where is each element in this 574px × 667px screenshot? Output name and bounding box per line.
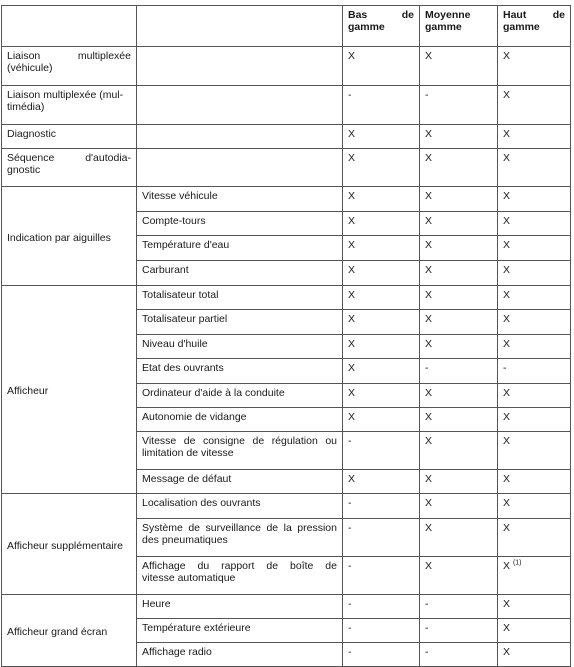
cell-low: - (343, 432, 420, 470)
cell-high: X (498, 408, 571, 432)
header-high-range (498, 6, 571, 47)
item-label: Totalisateur total (137, 286, 343, 310)
item-label: Etat des ouvrants (137, 359, 343, 384)
cell-high: X (498, 335, 571, 359)
cell-high: X (498, 261, 571, 286)
item-label: Affichage du rapport de boîte de vitesse automatique (137, 557, 343, 595)
row-label: Liaison multiplexée (mul- timédia) (2, 86, 137, 125)
cell-high: X (498, 519, 571, 557)
cell-high: X (498, 236, 571, 261)
header-blank-1 (2, 6, 137, 47)
cell-low: X (343, 408, 420, 432)
cell-mid: X (420, 187, 498, 212)
cell-high: X (498, 643, 571, 667)
header-mid-line1: Moyenne (425, 9, 471, 21)
table-row (2, 86, 571, 125)
cell-mid: X (420, 125, 498, 149)
table-row (2, 47, 571, 86)
header-blank-2 (137, 6, 343, 47)
cell-high (498, 557, 571, 595)
row-detail-blank (137, 47, 343, 86)
row-detail-blank (137, 86, 343, 125)
item-label: Totalisateur partiel (137, 310, 343, 335)
table-row (2, 149, 571, 187)
cell-mid: X (420, 236, 498, 261)
item-label: Message de défaut (137, 470, 343, 494)
group-label-large-screen: Afficheur grand écran (2, 595, 137, 667)
cell-low: - (343, 519, 420, 557)
cell-low: - (343, 494, 420, 519)
item-label: Compte-tours (137, 212, 343, 236)
cell-low: X (343, 149, 420, 187)
cell-mid: X (420, 557, 498, 595)
item-label: Température d'eau (137, 236, 343, 261)
cell-high: X (498, 149, 571, 187)
cell-mid: X (420, 432, 498, 470)
item-label: Température extérieure (137, 619, 343, 643)
cell-low: X (343, 470, 420, 494)
item-label: Niveau d'huile (137, 335, 343, 359)
item-label: Affichage radio (137, 643, 343, 667)
cell-mid: X (420, 494, 498, 519)
item-label: Heure (137, 595, 343, 619)
cell-low: - (343, 557, 420, 595)
cell-mid: X (420, 519, 498, 557)
header-low-range (343, 6, 420, 47)
item-label: Vitesse véhicule (137, 187, 343, 212)
table-row (2, 494, 571, 519)
cell-high: X (498, 494, 571, 519)
cell-mid: X (420, 384, 498, 408)
table-row (2, 187, 571, 212)
cell-mid: X (420, 47, 498, 86)
cell-high: X (498, 619, 571, 643)
cell-high: X (498, 212, 571, 236)
cell-high: X (498, 384, 571, 408)
row-label: Liaison multiplexée (véhicule) (2, 47, 137, 86)
group-label-needles: Indication par aiguilles (2, 187, 137, 286)
cell-high: X (498, 432, 571, 470)
cell-low: - (343, 595, 420, 619)
header-high-line1: Haut de (503, 9, 565, 21)
cell-mid: - (420, 643, 498, 667)
cell-high: - (498, 359, 571, 384)
item-label: Vitesse de consigne de régulation ou limitation de vitesse (137, 432, 343, 470)
cell-low: X (343, 359, 420, 384)
cell-mid: X (420, 261, 498, 286)
cell-mid: X (420, 470, 498, 494)
header-row (2, 6, 571, 47)
cell-mid: X (420, 149, 498, 187)
header-high-line2: gamme (503, 21, 540, 33)
cell-high-value: X (503, 560, 511, 572)
table-row (2, 595, 571, 619)
cell-high: X (498, 47, 571, 86)
cell-low: X (343, 310, 420, 335)
table-row (2, 286, 571, 310)
cell-high: X (498, 187, 571, 212)
cell-mid: X (420, 335, 498, 359)
equipment-table (1, 5, 571, 667)
header-mid-range (420, 6, 498, 47)
item-label: Localisation des ouvrants (137, 494, 343, 519)
cell-mid: - (420, 86, 498, 125)
footnote-marker: (1) (512, 559, 522, 567)
row-detail-blank (137, 125, 343, 149)
cell-low: - (343, 86, 420, 125)
group-label-display: Afficheur (2, 286, 137, 494)
cell-low: X (343, 286, 420, 310)
cell-low: X (343, 335, 420, 359)
cell-mid: - (420, 619, 498, 643)
header-mid-line2: gamme (425, 21, 462, 33)
cell-low: X (343, 47, 420, 86)
cell-low: X (343, 384, 420, 408)
row-label: Séquence d'autodia- gnostic (2, 149, 137, 187)
cell-mid: - (420, 359, 498, 384)
cell-mid: X (420, 212, 498, 236)
item-label: Autonomie de vidange (137, 408, 343, 432)
cell-high: X (498, 470, 571, 494)
cell-high: X (498, 286, 571, 310)
cell-high: X (498, 125, 571, 149)
row-detail-blank (137, 149, 343, 187)
cell-low: X (343, 125, 420, 149)
group-label-extra-display: Afficheur supplémentaire (2, 494, 137, 595)
cell-high: X (498, 595, 571, 619)
cell-mid: X (420, 408, 498, 432)
cell-low: - (343, 619, 420, 643)
cell-high: X (498, 86, 571, 125)
cell-mid: X (420, 310, 498, 335)
cell-low: - (343, 643, 420, 667)
row-label: Diagnostic (2, 125, 137, 149)
header-low-line2: gamme (348, 21, 385, 33)
table-row (2, 125, 571, 149)
item-label: Système de surveillance de la pression des pneumatiques (137, 519, 343, 557)
item-label: Carburant (137, 261, 343, 286)
item-label: Ordinateur d'aide à la conduite (137, 384, 343, 408)
cell-low: X (343, 261, 420, 286)
cell-low: X (343, 187, 420, 212)
cell-low: X (343, 236, 420, 261)
cell-mid: - (420, 595, 498, 619)
cell-low: X (343, 212, 420, 236)
header-low-line1: Bas de (348, 9, 414, 21)
cell-high: X (498, 310, 571, 335)
cell-mid: X (420, 286, 498, 310)
